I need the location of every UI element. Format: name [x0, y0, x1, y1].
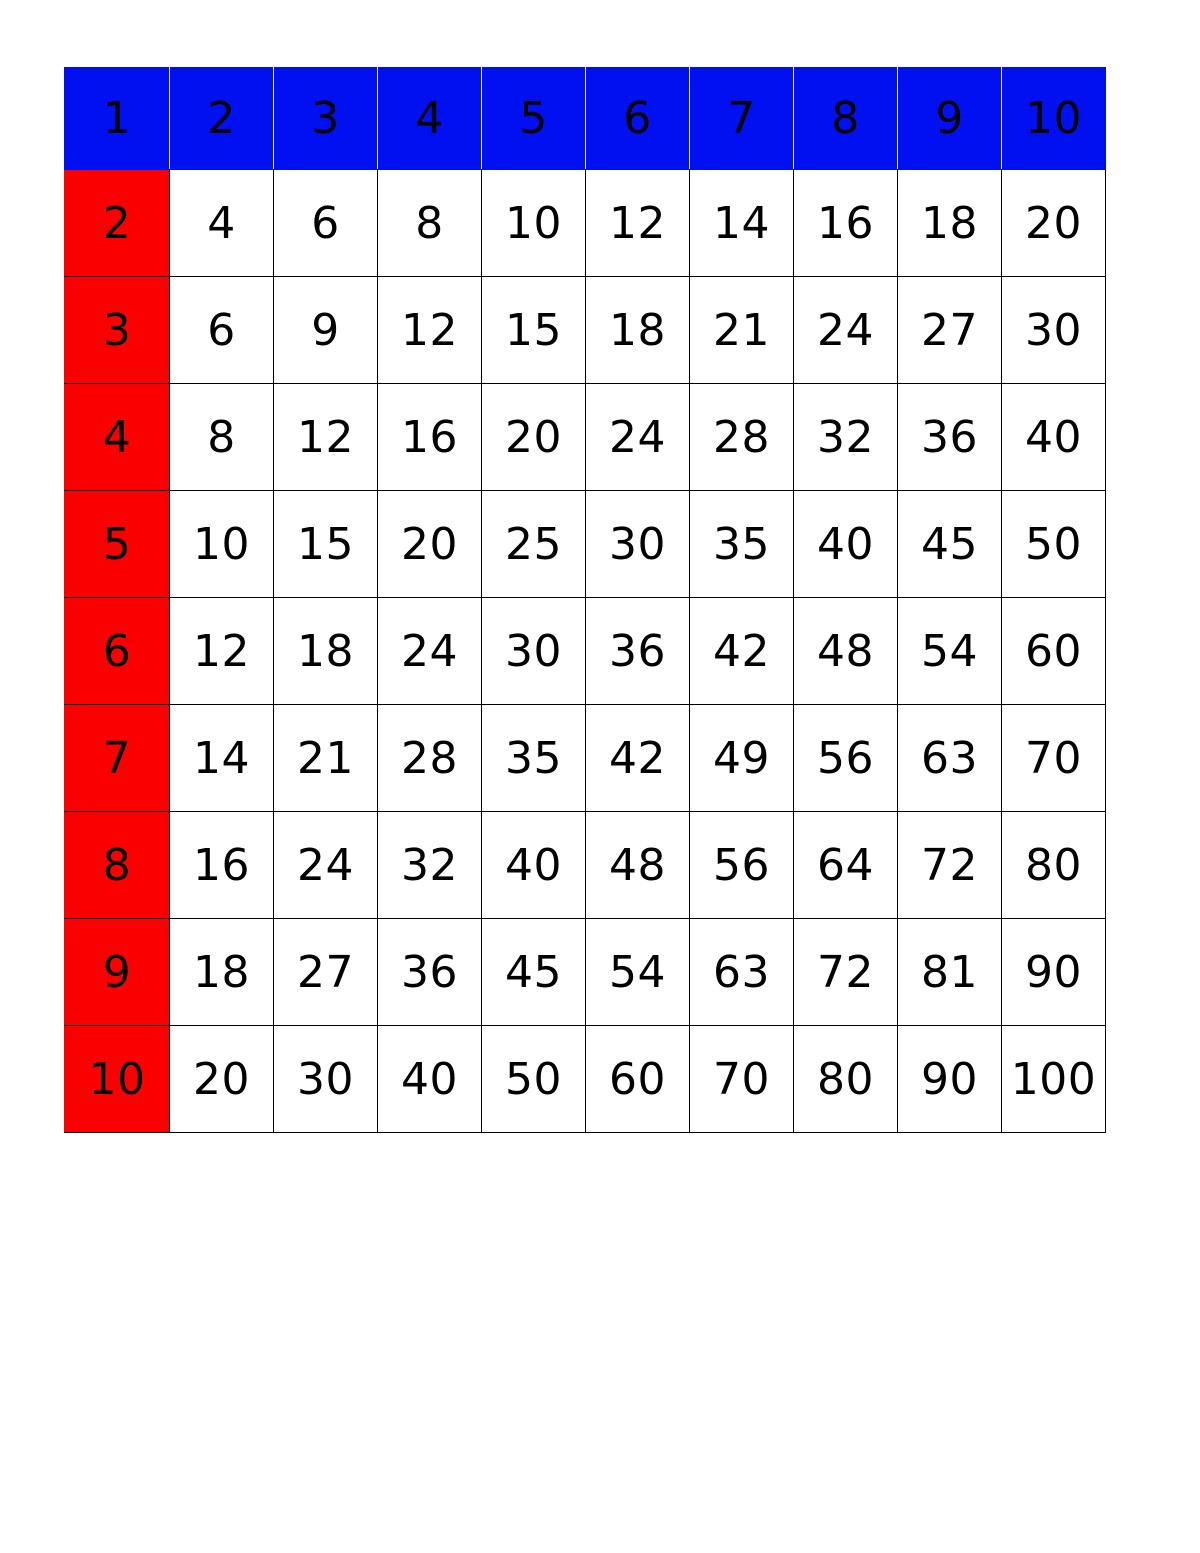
row-header-6: 6 [65, 598, 170, 705]
column-header-9: 9 [898, 68, 1002, 170]
cell: 4 [170, 170, 274, 277]
cell: 54 [898, 598, 1002, 705]
cell: 45 [482, 919, 586, 1026]
cell: 18 [898, 170, 1002, 277]
row-header-8: 8 [65, 812, 170, 919]
column-header-2: 2 [170, 68, 274, 170]
cell: 27 [898, 277, 1002, 384]
table-row [65, 812, 1106, 919]
cell: 12 [274, 384, 378, 491]
table-row [65, 598, 1106, 705]
cell: 32 [794, 384, 898, 491]
cell: 40 [482, 812, 586, 919]
row-header-5: 5 [65, 491, 170, 598]
cell: 24 [794, 277, 898, 384]
cell: 14 [170, 705, 274, 812]
cell: 30 [274, 1026, 378, 1133]
cell: 8 [378, 170, 482, 277]
table-row [65, 919, 1106, 1026]
column-header-7: 7 [690, 68, 794, 170]
cell: 50 [1002, 491, 1106, 598]
cell: 6 [170, 277, 274, 384]
table-row [65, 277, 1106, 384]
column-header-10: 10 [1002, 68, 1106, 170]
table-row [65, 705, 1106, 812]
cell: 12 [586, 170, 690, 277]
cell: 64 [794, 812, 898, 919]
cell: 16 [170, 812, 274, 919]
cell: 10 [170, 491, 274, 598]
cell: 35 [690, 491, 794, 598]
cell: 18 [170, 919, 274, 1026]
row-header-3: 3 [65, 277, 170, 384]
cell: 24 [378, 598, 482, 705]
cell: 14 [690, 170, 794, 277]
cell: 42 [586, 705, 690, 812]
cell: 56 [690, 812, 794, 919]
cell: 50 [482, 1026, 586, 1133]
cell: 45 [898, 491, 1002, 598]
cell: 9 [274, 277, 378, 384]
cell: 18 [274, 598, 378, 705]
cell: 12 [170, 598, 274, 705]
cell: 30 [482, 598, 586, 705]
cell: 15 [274, 491, 378, 598]
row-header-7: 7 [65, 705, 170, 812]
column-header-1: 1 [65, 68, 170, 170]
cell: 90 [898, 1026, 1002, 1133]
cell: 30 [586, 491, 690, 598]
cell: 48 [586, 812, 690, 919]
cell: 42 [690, 598, 794, 705]
cell: 40 [794, 491, 898, 598]
column-header-3: 3 [274, 68, 378, 170]
cell: 100 [1002, 1026, 1106, 1133]
cell: 35 [482, 705, 586, 812]
cell: 25 [482, 491, 586, 598]
cell: 24 [274, 812, 378, 919]
cell: 36 [378, 919, 482, 1026]
cell: 21 [274, 705, 378, 812]
row-header-9: 9 [65, 919, 170, 1026]
cell: 40 [378, 1026, 482, 1133]
cell: 27 [274, 919, 378, 1026]
column-header-5: 5 [482, 68, 586, 170]
cell: 60 [1002, 598, 1106, 705]
cell: 70 [690, 1026, 794, 1133]
cell: 20 [482, 384, 586, 491]
cell: 15 [482, 277, 586, 384]
cell: 32 [378, 812, 482, 919]
table-header-row [65, 68, 1106, 170]
cell: 28 [378, 705, 482, 812]
cell: 80 [1002, 812, 1106, 919]
cell: 24 [586, 384, 690, 491]
table-row [65, 384, 1106, 491]
cell: 20 [378, 491, 482, 598]
cell: 36 [898, 384, 1002, 491]
cell: 16 [794, 170, 898, 277]
cell: 54 [586, 919, 690, 1026]
multiplication-table-container [64, 67, 1103, 1133]
row-header-4: 4 [65, 384, 170, 491]
cell: 63 [690, 919, 794, 1026]
column-header-6: 6 [586, 68, 690, 170]
cell: 8 [170, 384, 274, 491]
cell: 80 [794, 1026, 898, 1133]
cell: 72 [794, 919, 898, 1026]
column-header-4: 4 [378, 68, 482, 170]
cell: 56 [794, 705, 898, 812]
table-row [65, 491, 1106, 598]
cell: 72 [898, 812, 1002, 919]
cell: 49 [690, 705, 794, 812]
multiplication-table [64, 67, 1106, 1133]
cell: 30 [1002, 277, 1106, 384]
cell: 70 [1002, 705, 1106, 812]
cell: 36 [586, 598, 690, 705]
table-row [65, 170, 1106, 277]
cell: 16 [378, 384, 482, 491]
cell: 48 [794, 598, 898, 705]
cell: 28 [690, 384, 794, 491]
column-header-8: 8 [794, 68, 898, 170]
cell: 10 [482, 170, 586, 277]
cell: 60 [586, 1026, 690, 1133]
row-header-10: 10 [65, 1026, 170, 1133]
cell: 81 [898, 919, 1002, 1026]
cell: 21 [690, 277, 794, 384]
cell: 6 [274, 170, 378, 277]
cell: 20 [1002, 170, 1106, 277]
cell: 20 [170, 1026, 274, 1133]
table-row [65, 1026, 1106, 1133]
cell: 40 [1002, 384, 1106, 491]
cell: 90 [1002, 919, 1106, 1026]
cell: 18 [586, 277, 690, 384]
row-header-2: 2 [65, 170, 170, 277]
cell: 12 [378, 277, 482, 384]
cell: 63 [898, 705, 1002, 812]
